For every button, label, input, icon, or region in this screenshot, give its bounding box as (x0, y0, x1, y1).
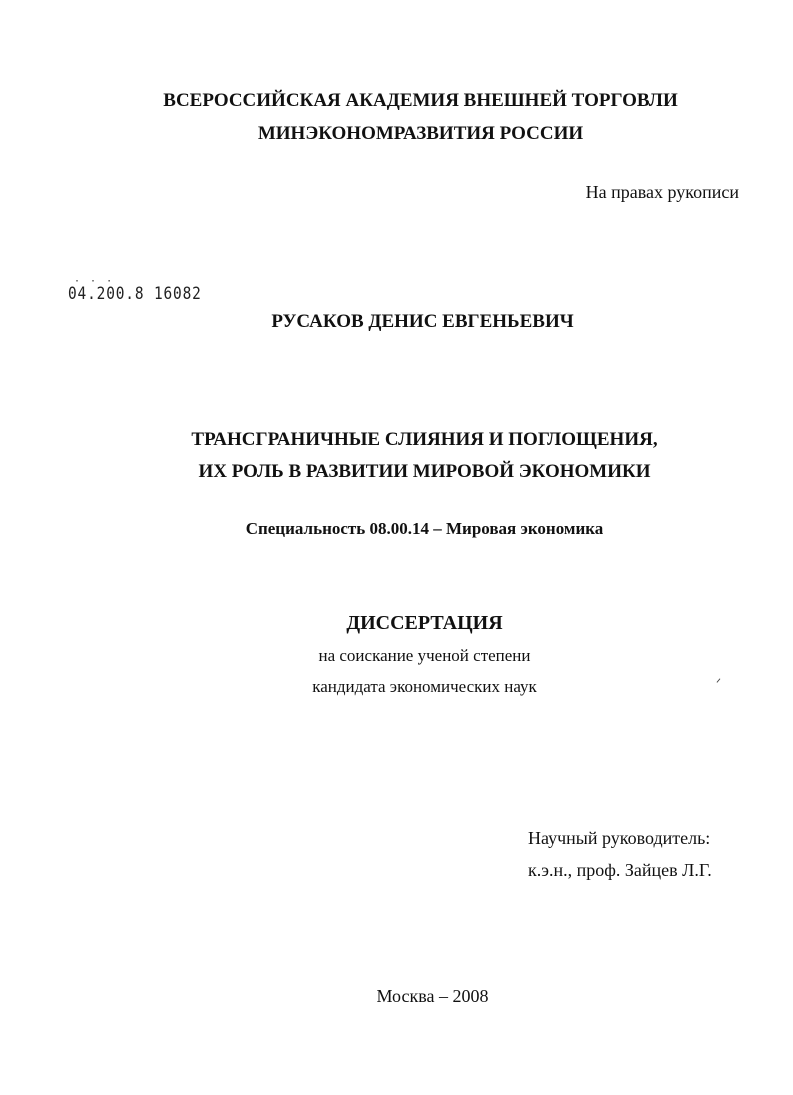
supervisor-name: к.э.н., проф. Зайцев Л.Г. (528, 860, 712, 880)
specialty-line: Специальность 08.00.14 – Мировая экономика (245, 519, 604, 538)
thesis-title-line2: ИХ РОЛЬ В РАЗВИТИИ МИРОВОЙ ЭКОНОМИКИ (198, 461, 651, 482)
city-year: Москва – 2008 (376, 986, 489, 1006)
organization-name-line2: МИНЭКОНОМРАЗВИТИЯ РОССИИ (257, 123, 584, 144)
degree-line1: на соискание ученой степени (318, 646, 531, 665)
document-type: ДИССЕРТАЦИЯ (346, 612, 503, 634)
archive-stamp-number: 04.200.8 16082 (68, 284, 202, 304)
supervisor-label: Научный руководитель: (528, 828, 711, 848)
degree-line2: кандидата экономических наук (312, 677, 537, 696)
scan-mark: ᐟ (716, 676, 722, 690)
archive-stamp-marks: · · · (74, 276, 115, 287)
rights-note: На правах рукописи (585, 182, 739, 202)
organization-name-line1: ВСЕРОССИЙСКАЯ АКАДЕМИЯ ВНЕШНЕЙ ТОРГОВЛИ (163, 90, 678, 111)
author-name: РУСАКОВ ДЕНИС ЕВГЕНЬЕВИЧ (271, 311, 574, 332)
thesis-title-line1: ТРАНСГРАНИЧНЫЕ СЛИЯНИЯ И ПОГЛОЩЕНИЯ, (191, 429, 658, 450)
